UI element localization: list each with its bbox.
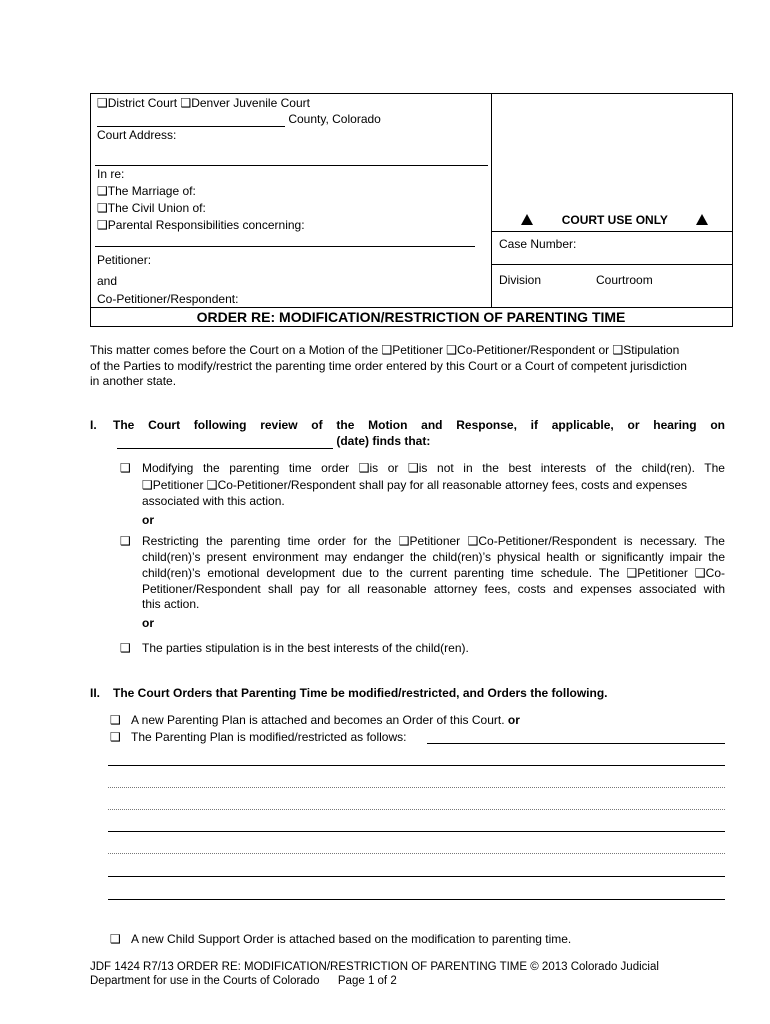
parental-option <box>97 218 305 232</box>
in-re-label: In re: <box>97 167 125 181</box>
modify-line-1 <box>142 461 725 475</box>
date-finds-label: (date) finds that: <box>336 434 431 448</box>
new-parenting-plan-label: A new Parenting Plan is attached and becomes an Order of this Court. <box>131 713 508 727</box>
restrict-checkbox[interactable]: ❑ <box>120 534 131 548</box>
court-use-only-header <box>521 213 708 227</box>
denver-juvenile-court-checkbox[interactable]: ❑ <box>180 96 192 110</box>
court-address-field[interactable] <box>95 165 488 166</box>
parental-responsibilities-checkbox[interactable]: ❑ <box>97 218 108 232</box>
restrict-line-3-text: child(ren)’s emotional development due to the current parenting time schedule. The <box>142 566 627 580</box>
intro-stipulation-checkbox[interactable]: ❑ <box>612 343 624 357</box>
denver-juvenile-court-label: Denver Juvenile Court <box>191 96 310 110</box>
modify-checkbox[interactable]: ❑ <box>120 461 131 475</box>
modify-co-petitioner-label: Co-Petitioner/Respondent shall pay for all reasonable attorney fees, costs and expenses <box>217 478 688 492</box>
modify-line-3: associated with this action. <box>142 494 285 508</box>
footer-line-1: JDF 1424 R7/13 ORDER RE: MODIFICATION/RESTRICTION OF PARENTING TIME © 2013 Colorado Judicial <box>90 961 659 973</box>
restrict-line-2: child(ren)’s present environment may endanger the child(ren)’s physical health or significantly impair the <box>142 550 725 564</box>
case-number-label: Case Number: <box>499 237 577 251</box>
section-1-number: I. <box>90 418 97 432</box>
intro-stipulation-label: Stipulation <box>623 343 680 357</box>
plan-detail-line[interactable] <box>108 765 725 766</box>
civil-union-option <box>97 201 206 215</box>
title-divider <box>90 307 732 308</box>
footer-department: Department for use in the Courts of Colorado <box>90 975 320 987</box>
caption-divider <box>491 93 492 307</box>
district-court-checkbox[interactable]: ❑ <box>97 96 108 110</box>
triangle-up-icon <box>696 214 708 225</box>
stipulation-checkbox[interactable]: ❑ <box>120 641 131 655</box>
new-parenting-plan-option <box>131 713 520 727</box>
county-name-field[interactable] <box>97 112 285 127</box>
restrict-co-petitioner-checkbox[interactable]: ❑ <box>467 534 479 548</box>
section-2-heading: The Court Orders that Parenting Time be modified/restricted, and Orders the following. <box>113 686 608 700</box>
page-number: Page 1 of 2 <box>337 975 397 987</box>
modify-petitioner-checkbox[interactable]: ❑ <box>142 478 153 492</box>
new-parenting-plan-checkbox[interactable]: ❑ <box>110 713 121 727</box>
intro-petitioner-label: Petitioner <box>392 343 447 357</box>
court-address-label: Court Address: <box>97 128 177 142</box>
restrict-petitioner-checkbox[interactable]: ❑ <box>398 534 410 548</box>
child-support-text: A new Child Support Order is attached based on the modification to parenting time. <box>131 932 572 946</box>
parental-responsibilities-label: Parental Responsibilities concerning: <box>107 218 305 232</box>
intro-text: This matter comes before the Court on a Motion of the <box>90 343 382 357</box>
footer-line-2 <box>90 975 397 987</box>
civil-union-label: The Civil Union of: <box>107 201 206 215</box>
section-1-heading: The Court following review of the Motion and Response, if applicable, or hearing on <box>113 418 725 432</box>
division-label: Division <box>499 273 542 287</box>
plan-detail-line[interactable] <box>108 787 725 788</box>
is-checkbox[interactable]: ❑ <box>358 461 370 475</box>
civil-union-checkbox[interactable]: ❑ <box>97 201 108 215</box>
restrict-fees-petitioner-checkbox[interactable]: ❑ <box>626 566 638 580</box>
modify-petitioner-label: Petitioner <box>152 478 207 492</box>
and-label: and <box>97 274 118 288</box>
district-court-label: District Court <box>107 96 178 110</box>
court-use-only-label: COURT USE ONLY <box>561 213 668 227</box>
intro-co-petitioner-checkbox[interactable]: ❑ <box>446 343 458 357</box>
court-use-divider <box>492 231 732 232</box>
court-options-line <box>97 96 310 110</box>
marriage-label: The Marriage of: <box>107 184 196 198</box>
petitioner-label: Petitioner: <box>97 253 152 267</box>
courtroom-label: Courtroom <box>596 273 653 287</box>
restrict-line-3 <box>142 566 725 580</box>
hearing-date-field[interactable] <box>117 434 333 449</box>
intro-co-petitioner-label: Co-Petitioner/Respondent or <box>457 343 613 357</box>
hearing-date-line <box>117 434 430 449</box>
or-separator-1: or <box>142 513 154 527</box>
restrict-co-petitioner-label: Co-Petitioner/Respondent is necessary. The <box>478 534 725 548</box>
marriage-checkbox[interactable]: ❑ <box>97 184 108 198</box>
modified-plan-field[interactable] <box>427 743 725 744</box>
plan-detail-line[interactable] <box>108 876 725 877</box>
intro-line-3: in another state. <box>90 374 177 388</box>
parties-field[interactable] <box>95 246 475 247</box>
modify-text: Modifying the parenting time order <box>142 461 359 475</box>
or-separator-2: or <box>142 616 154 630</box>
restrict-text: Restricting the parenting time order for the <box>142 534 399 548</box>
form-title: ORDER RE: MODIFICATION/RESTRICTION OF PARENTING TIME <box>196 309 626 325</box>
modify-line-2 <box>142 478 687 492</box>
restrict-fees-co-petitioner-label: Co- <box>705 566 726 580</box>
triangle-up-icon <box>521 214 533 225</box>
marriage-option <box>97 184 196 198</box>
intro-line-2: of the Parties to modify/restrict the parenting time order entered by this Court or a Court of competent jurisdiction <box>90 359 687 373</box>
restrict-petitioner-label: Petitioner <box>409 534 468 548</box>
plan-detail-line[interactable] <box>108 809 725 810</box>
plan-detail-line[interactable] <box>108 831 725 832</box>
restrict-fees-co-petitioner-checkbox[interactable]: ❑ <box>694 566 706 580</box>
is-not-label: is not in the best interests of the child(ren). The <box>418 461 725 475</box>
county-line <box>97 112 381 127</box>
modify-co-petitioner-checkbox[interactable]: ❑ <box>206 478 218 492</box>
restrict-line-1 <box>142 534 725 548</box>
restrict-fees-petitioner-label: Petitioner <box>637 566 695 580</box>
plan-detail-line[interactable] <box>108 853 725 854</box>
restrict-line-4: Petitioner/Respondent shall pay for all reasonable attorney fees, costs and expenses associated with <box>142 582 725 596</box>
intro-petitioner-checkbox[interactable]: ❑ <box>381 343 393 357</box>
is-label: is or <box>369 461 408 475</box>
co-petitioner-label: Co-Petitioner/Respondent: <box>97 292 239 306</box>
intro-line-1 <box>90 343 679 357</box>
stipulation-text: The parties stipulation is in the best interests of the child(ren). <box>142 641 469 655</box>
county-suffix: County, Colorado <box>288 112 381 126</box>
modified-plan-option <box>131 730 406 744</box>
restrict-line-5: this action. <box>142 597 200 611</box>
plan-detail-line[interactable] <box>108 899 725 900</box>
child-support-checkbox[interactable]: ❑ <box>110 932 121 946</box>
or-separator-3: or <box>507 713 520 727</box>
case-number-divider <box>492 264 732 265</box>
modified-plan-checkbox[interactable]: ❑ <box>110 730 121 744</box>
is-not-checkbox[interactable]: ❑ <box>408 461 419 475</box>
modified-plan-label: The Parenting Plan is modified/restricted as follows: <box>131 730 407 744</box>
section-2-number: II. <box>90 686 101 700</box>
